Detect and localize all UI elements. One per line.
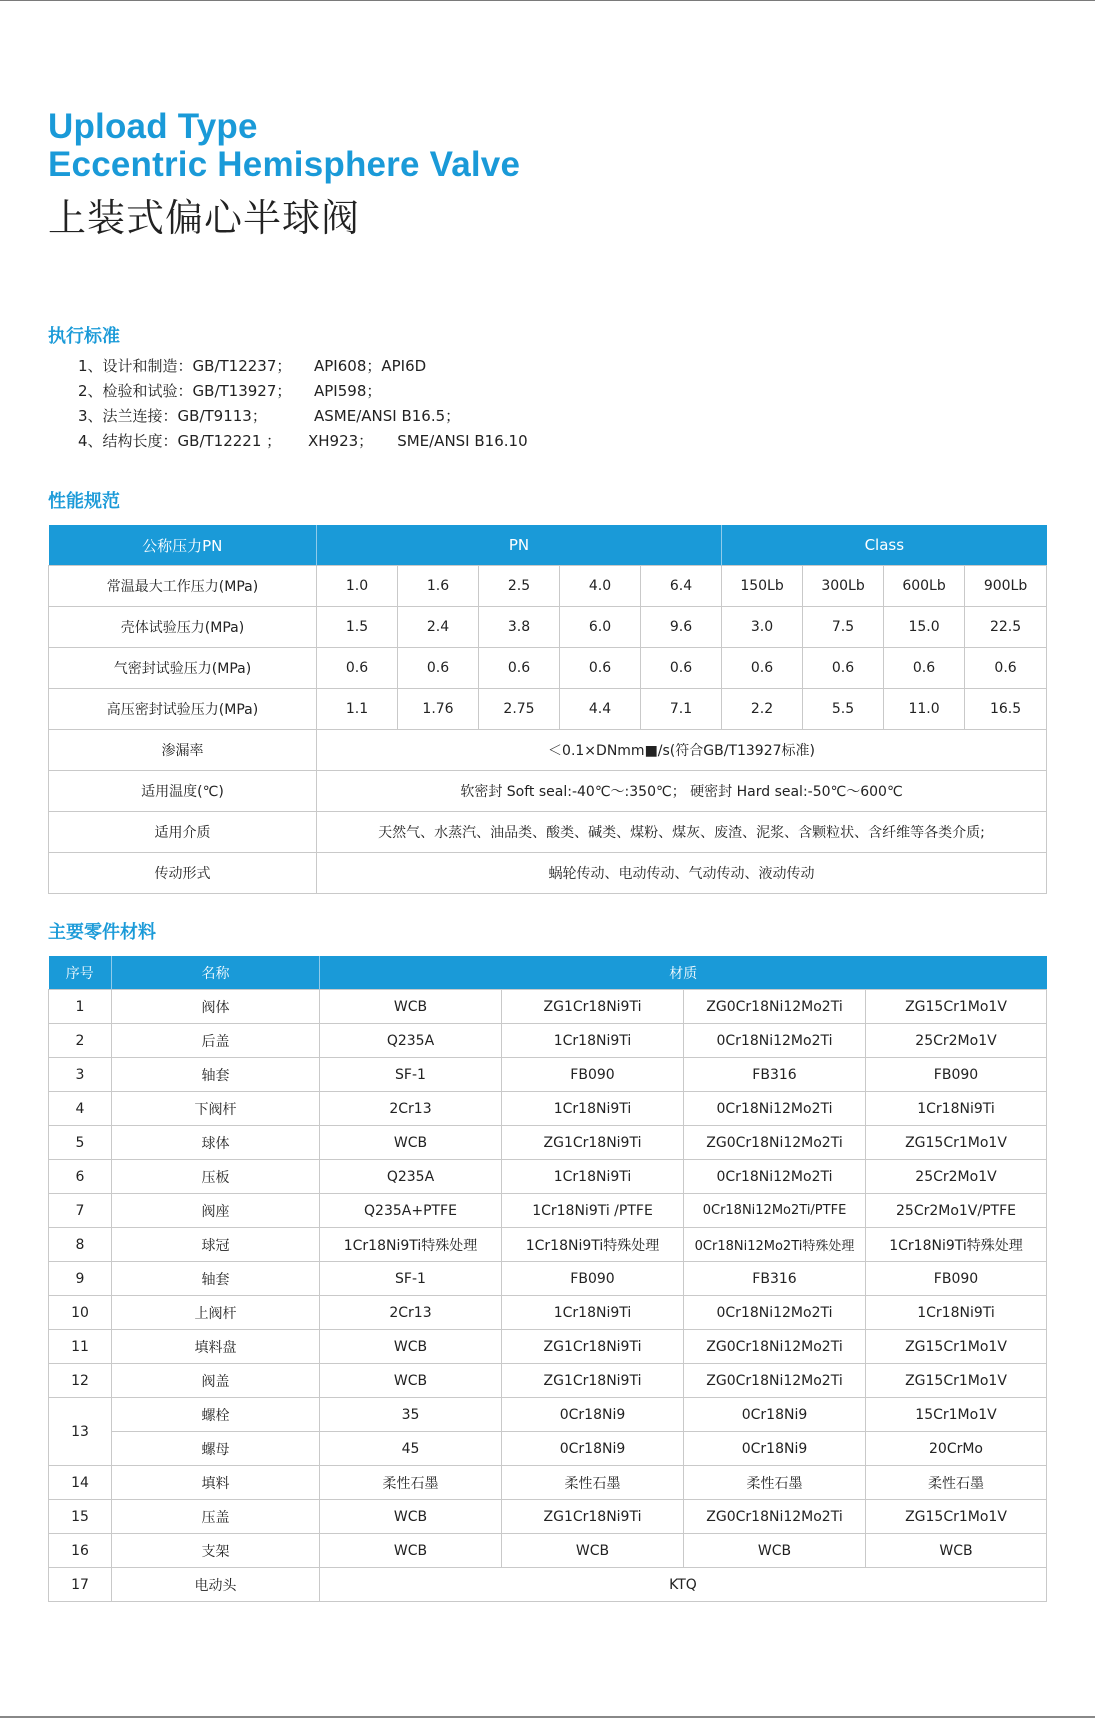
material-row — [49, 1058, 1047, 1092]
material-name: 填料盘 — [112, 1330, 320, 1364]
performance-row-label: 常温最大工作压力(MPa) — [49, 566, 317, 607]
material-name: 轴套 — [112, 1058, 320, 1092]
performance-value: 22.5 — [965, 607, 1047, 648]
header-nominal-pressure: 公称压力PN — [49, 525, 317, 566]
material-value: ZG1Cr18Ni9Ti — [502, 1500, 684, 1534]
performance-value: 0.6 — [803, 648, 884, 689]
performance-row — [49, 730, 1047, 771]
material-value: 0Cr18Ni9 — [502, 1398, 684, 1432]
material-name: 阀盖 — [112, 1364, 320, 1398]
material-value: 柔性石墨 — [866, 1466, 1047, 1500]
material-value: 25Cr2Mo1V/PTFE — [866, 1194, 1047, 1228]
performance-value: 0.6 — [641, 648, 722, 689]
performance-row-label: 渗漏率 — [49, 730, 317, 771]
material-row — [49, 1024, 1047, 1058]
material-value: 25Cr2Mo1V — [866, 1160, 1047, 1194]
performance-value: 6.0 — [560, 607, 641, 648]
material-value: 1Cr18Ni9Ti — [502, 1296, 684, 1330]
performance-value: 0.6 — [317, 648, 398, 689]
material-value: ZG1Cr18Ni9Ti — [502, 1364, 684, 1398]
performance-value: 6.4 — [641, 566, 722, 607]
material-value: 0Cr18Ni9 — [502, 1432, 684, 1466]
performance-value: 1.76 — [398, 689, 479, 730]
material-value: 45 — [320, 1432, 502, 1466]
standard-item: 1、设计和制造：GB/T12237； API608；API6D — [78, 357, 427, 375]
standard-item: 2、检验和试验：GB/T13927； API598； — [78, 382, 382, 400]
performance-row-label: 传动形式 — [49, 853, 317, 894]
performance-value: 2.2 — [722, 689, 803, 730]
performance-row — [49, 771, 1047, 812]
material-name: 电动头 — [112, 1568, 320, 1602]
material-value: 0Cr18Ni12Mo2Ti — [684, 1160, 866, 1194]
material-row — [49, 1092, 1047, 1126]
standard-item: 4、结构长度：GB/T12221 ； XH923； SME/ANSI B16.10 — [78, 432, 528, 450]
material-no: 11 — [49, 1330, 112, 1364]
performance-span-value: 软密封 Soft seal:-40℃～:350℃； 硬密封 Hard seal:-50℃～600℃ — [317, 771, 1047, 812]
performance-row-label: 气密封试验压力(MPa) — [49, 648, 317, 689]
material-no: 17 — [49, 1568, 112, 1602]
material-value: 1Cr18Ni9Ti — [502, 1024, 684, 1058]
performance-value: 2.4 — [398, 607, 479, 648]
material-value: 35 — [320, 1398, 502, 1432]
title-english — [48, 108, 520, 184]
material-value: 0Cr18Ni12Mo2Ti/PTFE — [684, 1194, 866, 1228]
performance-value: 16.5 — [965, 689, 1047, 730]
material-no: 7 — [49, 1194, 112, 1228]
performance-row — [49, 853, 1047, 894]
material-value: WCB — [866, 1534, 1047, 1568]
material-no: 4 — [49, 1092, 112, 1126]
performance-value: 2.5 — [479, 566, 560, 607]
material-value: ZG15Cr1Mo1V — [866, 1500, 1047, 1534]
standards-heading: 执行标准 — [48, 326, 120, 347]
material-no: 15 — [49, 1500, 112, 1534]
material-value: ZG1Cr18Ni9Ti — [502, 1126, 684, 1160]
material-name: 阀体 — [112, 990, 320, 1024]
material-value: WCB — [502, 1534, 684, 1568]
material-name: 球冠 — [112, 1228, 320, 1262]
materials-header-row — [49, 956, 1047, 990]
performance-value: 9.6 — [641, 607, 722, 648]
performance-value: 5.5 — [803, 689, 884, 730]
performance-row — [49, 566, 1047, 607]
title-english-line1: Upload Type — [48, 107, 258, 146]
performance-value: 0.6 — [398, 648, 479, 689]
material-name: 上阀杆 — [112, 1296, 320, 1330]
header-class: Class — [722, 525, 1047, 566]
performance-row — [49, 648, 1047, 689]
materials-heading: 主要零件材料 — [48, 922, 156, 943]
performance-value: 7.1 — [641, 689, 722, 730]
material-value: FB090 — [502, 1058, 684, 1092]
material-row — [49, 1160, 1047, 1194]
material-no: 9 — [49, 1262, 112, 1296]
material-value: Q235A — [320, 1024, 502, 1058]
material-value: ZG1Cr18Ni9Ti — [502, 1330, 684, 1364]
top-rule — [0, 0, 1095, 1]
material-name: 螺母 — [112, 1432, 320, 1466]
performance-row — [49, 812, 1047, 853]
performance-value: 4.4 — [560, 689, 641, 730]
performance-row-label: 适用温度(℃) — [49, 771, 317, 812]
material-value: ZG15Cr1Mo1V — [866, 1126, 1047, 1160]
material-row — [49, 1398, 1047, 1432]
performance-table — [48, 525, 1047, 894]
material-value: ZG15Cr1Mo1V — [866, 1364, 1047, 1398]
material-row — [49, 1466, 1047, 1500]
performance-value: 3.0 — [722, 607, 803, 648]
material-row — [49, 1296, 1047, 1330]
title-chinese: 上装式偏心半球阀 — [48, 196, 361, 240]
material-row — [49, 1228, 1047, 1262]
material-value: WCB — [320, 1364, 502, 1398]
performance-value: 2.75 — [479, 689, 560, 730]
material-no: 3 — [49, 1058, 112, 1092]
performance-header-row — [49, 525, 1047, 566]
performance-row — [49, 689, 1047, 730]
material-value: WCB — [320, 1330, 502, 1364]
material-row — [49, 1262, 1047, 1296]
material-name: 阀座 — [112, 1194, 320, 1228]
material-value: WCB — [320, 1126, 502, 1160]
material-value: 0Cr18Ni12Mo2Ti — [684, 1092, 866, 1126]
material-no: 6 — [49, 1160, 112, 1194]
material-value: 1Cr18Ni9Ti特殊处理 — [320, 1228, 502, 1262]
material-value: 1Cr18Ni9Ti特殊处理 — [502, 1228, 684, 1262]
material-value: ZG15Cr1Mo1V — [866, 1330, 1047, 1364]
performance-value: 300Lb — [803, 566, 884, 607]
performance-span-value: 蜗轮传动、电动传动、气动传动、液动传动 — [317, 853, 1047, 894]
header-pn: PN — [317, 525, 722, 566]
performance-value: 7.5 — [803, 607, 884, 648]
material-name: 压盖 — [112, 1500, 320, 1534]
performance-row-label: 壳体试验压力(MPa) — [49, 607, 317, 648]
performance-row — [49, 607, 1047, 648]
header-name: 名称 — [112, 956, 320, 990]
material-value: 1Cr18Ni9Ti — [502, 1092, 684, 1126]
performance-span-value: ＜0.1×DNmm■/s(符合GB/T13927标准) — [317, 730, 1047, 771]
material-value: ZG0Cr18Ni12Mo2Ti — [684, 1500, 866, 1534]
material-value: 1Cr18Ni9Ti — [502, 1160, 684, 1194]
material-value: 1Cr18Ni9Ti — [866, 1092, 1047, 1126]
material-row — [49, 1126, 1047, 1160]
material-value: 1Cr18Ni9Ti /PTFE — [502, 1194, 684, 1228]
material-name: 螺栓 — [112, 1398, 320, 1432]
standard-item: 3、法兰连接：GB/T9113； ASME/ANSI B16.5； — [78, 407, 461, 425]
material-value: KTQ — [320, 1568, 1047, 1602]
material-name: 填料 — [112, 1466, 320, 1500]
performance-value: 0.6 — [479, 648, 560, 689]
performance-value: 600Lb — [884, 566, 965, 607]
performance-value: 0.6 — [884, 648, 965, 689]
material-value: 0Cr18Ni12Mo2Ti特殊处理 — [684, 1228, 866, 1262]
material-value: 15Cr1Mo1V — [866, 1398, 1047, 1432]
header-no: 序号 — [49, 956, 112, 990]
material-no: 14 — [49, 1466, 112, 1500]
material-value: FB316 — [684, 1058, 866, 1092]
performance-span-value: 天然气、水蒸汽、油品类、酸类、碱类、煤粉、煤灰、废渣、泥浆、含颗粒状、含纤维等各类介质; — [317, 812, 1047, 853]
material-value: 柔性石墨 — [320, 1466, 502, 1500]
material-row — [49, 990, 1047, 1024]
material-value: SF-1 — [320, 1262, 502, 1296]
material-value: 0Cr18Ni9 — [684, 1432, 866, 1466]
material-value: ZG15Cr1Mo1V — [866, 990, 1047, 1024]
title-english-line2: Eccentric Hemisphere Valve — [48, 145, 521, 184]
material-value: WCB — [320, 990, 502, 1024]
material-no: 10 — [49, 1296, 112, 1330]
performance-value: 15.0 — [884, 607, 965, 648]
material-value: 25Cr2Mo1V — [866, 1024, 1047, 1058]
performance-row-label: 适用介质 — [49, 812, 317, 853]
material-value: 0Cr18Ni9 — [684, 1398, 866, 1432]
material-no: 12 — [49, 1364, 112, 1398]
material-no: 2 — [49, 1024, 112, 1058]
performance-row-label: 高压密封试验压力(MPa) — [49, 689, 317, 730]
material-value: 2Cr13 — [320, 1296, 502, 1330]
performance-value: 0.6 — [965, 648, 1047, 689]
performance-value: 4.0 — [560, 566, 641, 607]
material-row — [49, 1432, 1047, 1466]
material-value: ZG0Cr18Ni12Mo2Ti — [684, 1330, 866, 1364]
material-value: 柔性石墨 — [684, 1466, 866, 1500]
material-value: ZG0Cr18Ni12Mo2Ti — [684, 1126, 866, 1160]
material-value: ZG0Cr18Ni12Mo2Ti — [684, 990, 866, 1024]
material-no: 5 — [49, 1126, 112, 1160]
material-row — [49, 1534, 1047, 1568]
performance-value: 150Lb — [722, 566, 803, 607]
material-value: WCB — [320, 1534, 502, 1568]
material-name: 压板 — [112, 1160, 320, 1194]
performance-value: 3.8 — [479, 607, 560, 648]
material-no: 16 — [49, 1534, 112, 1568]
material-value: WCB — [684, 1534, 866, 1568]
performance-value: 11.0 — [884, 689, 965, 730]
material-name: 下阀杆 — [112, 1092, 320, 1126]
material-name: 轴套 — [112, 1262, 320, 1296]
performance-value: 1.1 — [317, 689, 398, 730]
material-value: ZG0Cr18Ni12Mo2Ti — [684, 1364, 866, 1398]
material-name: 支架 — [112, 1534, 320, 1568]
material-value: 20CrMo — [866, 1432, 1047, 1466]
material-row — [49, 1330, 1047, 1364]
material-no: 8 — [49, 1228, 112, 1262]
material-value: 2Cr13 — [320, 1092, 502, 1126]
materials-table — [48, 956, 1047, 1602]
header-material: 材质 — [320, 956, 1047, 990]
standards-list — [78, 354, 528, 454]
material-value: FB316 — [684, 1262, 866, 1296]
material-name: 后盖 — [112, 1024, 320, 1058]
performance-heading: 性能规范 — [48, 491, 120, 512]
material-value: 0Cr18Ni12Mo2Ti — [684, 1296, 866, 1330]
material-row — [49, 1194, 1047, 1228]
material-name: 球体 — [112, 1126, 320, 1160]
performance-value: 0.6 — [560, 648, 641, 689]
material-no: 13 — [49, 1398, 112, 1466]
performance-value: 1.6 — [398, 566, 479, 607]
material-no: 1 — [49, 990, 112, 1024]
material-value: 1Cr18Ni9Ti — [866, 1296, 1047, 1330]
material-value: FB090 — [866, 1262, 1047, 1296]
material-value: Q235A+PTFE — [320, 1194, 502, 1228]
material-value: FB090 — [502, 1262, 684, 1296]
material-row — [49, 1568, 1047, 1602]
material-value: FB090 — [866, 1058, 1047, 1092]
performance-value: 1.0 — [317, 566, 398, 607]
performance-value: 900Lb — [965, 566, 1047, 607]
material-row — [49, 1500, 1047, 1534]
material-value: 柔性石墨 — [502, 1466, 684, 1500]
material-value: SF-1 — [320, 1058, 502, 1092]
material-value: 1Cr18Ni9Ti特殊处理 — [866, 1228, 1047, 1262]
material-value: WCB — [320, 1500, 502, 1534]
material-row — [49, 1364, 1047, 1398]
material-value: ZG1Cr18Ni9Ti — [502, 990, 684, 1024]
performance-value: 1.5 — [317, 607, 398, 648]
material-value: Q235A — [320, 1160, 502, 1194]
performance-value: 0.6 — [722, 648, 803, 689]
material-value: 0Cr18Ni12Mo2Ti — [684, 1024, 866, 1058]
